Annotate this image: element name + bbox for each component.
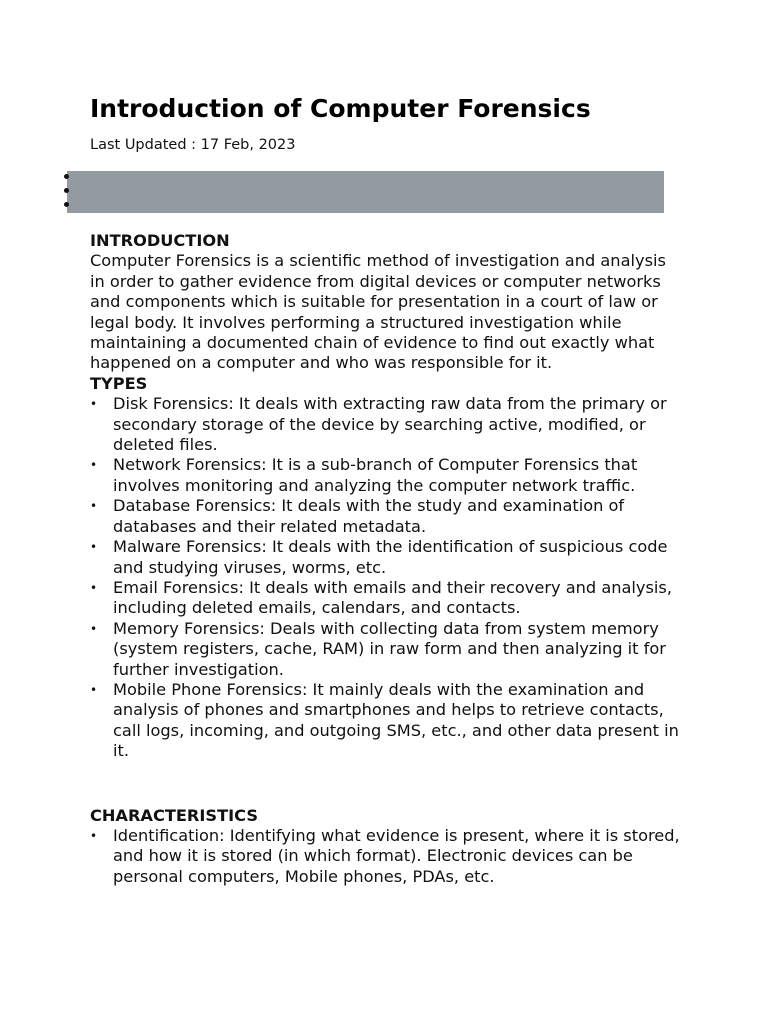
list-item-text: Mobile Phone Forensics: It mainly deals with the examination and analysis of phones and smartphones and helps to retrieve contacts, call logs, incoming, and outgoing SMS, etc., and other data present in it. (113, 679, 679, 761)
section-spacer (90, 762, 680, 806)
list-item-text: Memory Forensics: Deals with collecting data from system memory (system registers, cache, RAM) in raw form and then analyzing it for further investigation. (113, 618, 666, 679)
list-item-text: Database Forensics: It deals with the study and examination of databases and their related metadata. (113, 496, 625, 536)
list-item (90, 537, 680, 578)
bullet-icon: • (90, 397, 98, 412)
list-item-text: Network Forensics: It is a sub-branch of Computer Forensics that involves monitoring and analyzing the computer network traffic. (113, 455, 638, 495)
list-item (90, 496, 680, 537)
bar-bullet-dot (64, 188, 69, 193)
characteristics-list (90, 826, 680, 887)
list-item-text: Disk Forensics: It deals with extracting raw data from the primary or secondary storage of the device by searching active, modified, or deleted files. (113, 394, 667, 455)
types-list (90, 394, 680, 761)
list-item-text: Identification: Identifying what evidence is present, where it is stored, and how it is stored (in which format). Electronic devices can be personal computers, Mobile phones, PDAs, etc. (113, 825, 680, 886)
article-body (90, 231, 680, 887)
banner-placeholder (67, 171, 664, 213)
page-title: Introduction of Computer Forensics (90, 94, 591, 123)
bullet-icon: • (90, 540, 98, 555)
bar-bullet-list (64, 174, 69, 216)
list-item-text: Email Forensics: It deals with emails and their recovery and analysis, including deleted emails, calendars, and contacts. (113, 577, 673, 618)
bar-bullet-dot (64, 174, 69, 179)
list-item (90, 394, 680, 455)
list-item (90, 619, 680, 680)
introduction-heading: INTRODUCTION (90, 231, 230, 250)
bullet-icon: • (90, 499, 98, 514)
bullet-icon: • (90, 828, 98, 843)
bullet-icon: • (90, 621, 98, 636)
bullet-icon: • (90, 458, 98, 473)
list-item (90, 826, 680, 887)
list-item-text: Malware Forensics: It deals with the identification of suspicious code and studying viruses, worms, etc. (113, 537, 668, 577)
bullet-icon: • (90, 682, 98, 697)
bullet-icon: • (90, 580, 98, 595)
list-item (90, 455, 680, 496)
characteristics-heading: CHARACTERISTICS (90, 805, 258, 825)
types-heading: TYPES (90, 373, 148, 393)
list-item (90, 680, 680, 762)
list-item (90, 578, 680, 619)
introduction-text: Computer Forensics is a scientific method of investigation and analysis in order to gather evidence from digital devices or computer networks and components which is suitable for presentation in a court of law or legal body. It involves performing a structured investigation while maintaining a documented chain of evidence to find out exactly what happened on a computer and who was responsible for it. (90, 251, 666, 373)
last-updated-date: Last Updated : 17 Feb, 2023 (90, 137, 296, 153)
bar-bullet-dot (64, 202, 69, 207)
